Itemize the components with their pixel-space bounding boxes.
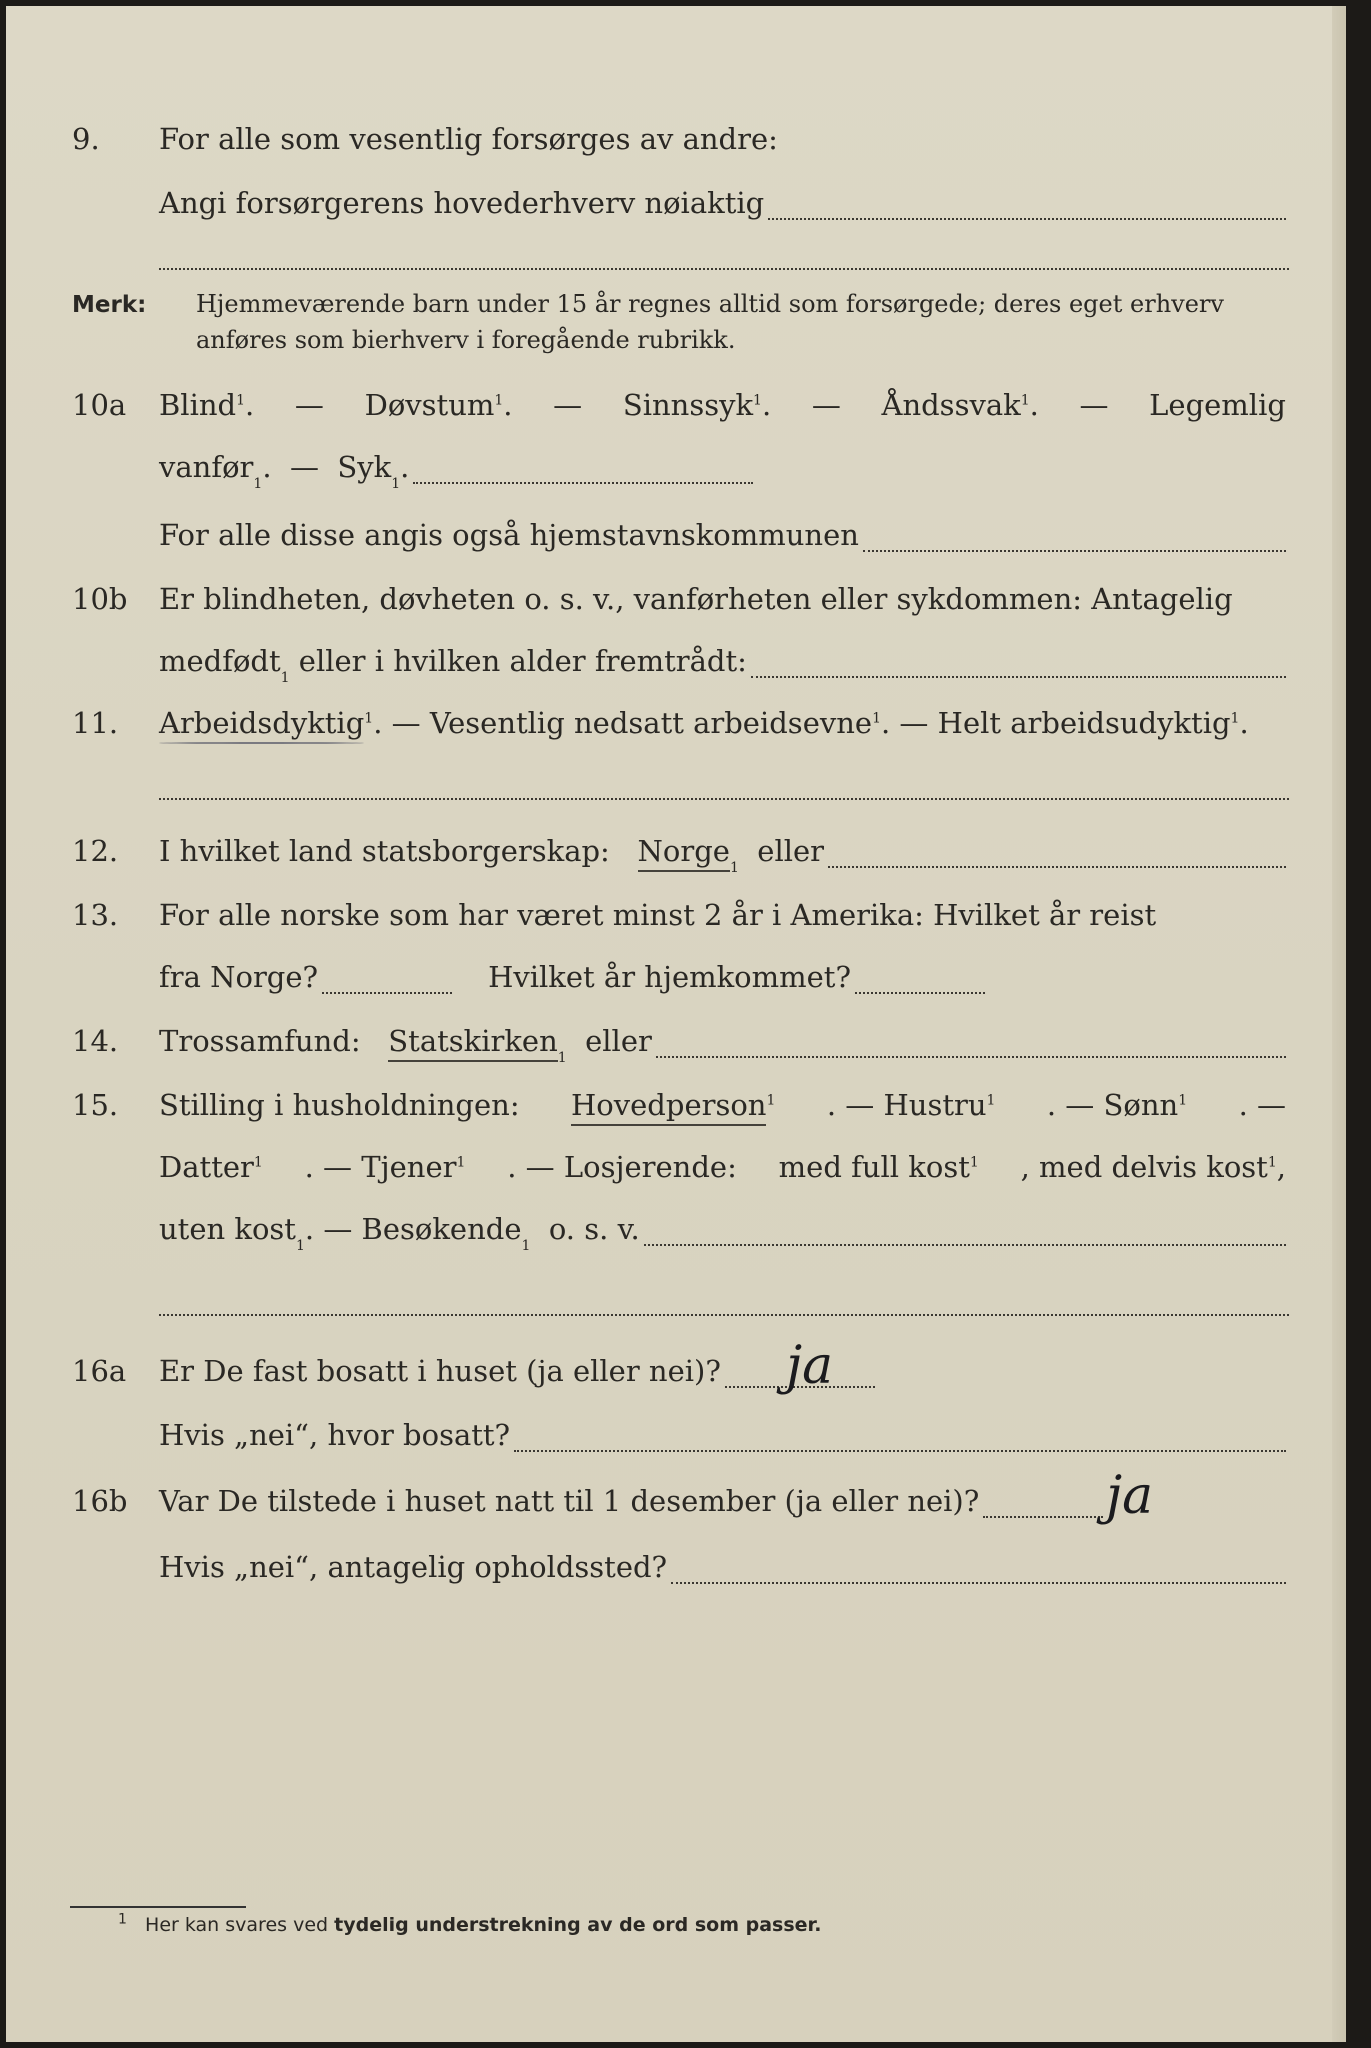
q10a-syk[interactable]: Syk <box>337 450 392 484</box>
q13-text: For alle norske som har været minst 2 år i Amerika: Hvilket år reist <box>159 898 1157 932</box>
q13-number: 13. <box>72 898 119 932</box>
q16a-line1 <box>6 1344 1346 1392</box>
q15-sonn[interactable]: . — Sønn <box>1046 1088 1179 1122</box>
q11-nedsatt[interactable]: . — Vesentlig nedsatt arbeidsevne <box>373 706 873 740</box>
q15-full-kost[interactable]: med full kost <box>778 1150 970 1184</box>
q16b-opholdssted-field[interactable] <box>671 1581 1286 1584</box>
q14-statskirken-underlined[interactable]: Statskirken <box>388 1024 558 1058</box>
q15-delvis-kost[interactable]: , med delvis kost <box>1020 1150 1268 1184</box>
q14-line: 14. Trossamfund: Statskirken 1 eller <box>6 1014 1346 1062</box>
q10b-medfodt[interactable]: medfødt <box>159 644 281 678</box>
q12-eller: eller <box>757 834 825 868</box>
q12-text: I hvilket land statsborgerskap: <box>159 834 610 868</box>
q10a-dovstum[interactable]: Døvstum <box>364 388 495 422</box>
q10b-text: Er blindheten, døvheten o. s. v., vanførheten eller sykdommen: Antagelig <box>159 582 1233 616</box>
q9-number: 9. <box>72 122 100 156</box>
q15-other-field[interactable] <box>644 1243 1286 1246</box>
q16b-handwritten-answer: ja <box>1106 1466 1154 1526</box>
footnote <box>118 1911 822 1936</box>
q15-line2: Datter$^1$ . — Tjener$^1$ . — Losjerende: med full kost$^1$ , med delvis kost$^1$, <box>159 1150 1286 1184</box>
q16a-text: Er De fast bosatt i huset (ja eller nei)? <box>159 1354 721 1388</box>
merk-line1: Hjemmeværende barn under 15 år regnes alltid som forsørgede; deres eget erhverv <box>196 290 1224 318</box>
q13-line2 <box>6 950 1346 998</box>
q10b-age-field[interactable] <box>751 675 1286 678</box>
q16b-line2 <box>6 1540 1346 1588</box>
q9-line1 <box>6 112 1346 160</box>
q13-line1 <box>6 888 1346 936</box>
q10a-line3 <box>6 508 1346 556</box>
q9-extra-line[interactable] <box>159 268 1289 270</box>
q13-reist-field[interactable] <box>322 991 452 994</box>
q10a-hometown-label: For alle disse angis også hjemstavnskommunen <box>159 518 859 552</box>
q10a-sinnssyk[interactable]: Sinnssyk <box>622 388 754 422</box>
q16a-hvor-label: Hvis „nei“, hvor bosatt? <box>159 1418 511 1452</box>
q12-number: 12. <box>72 834 119 868</box>
q12-other-field[interactable] <box>828 865 1286 868</box>
footnote-bold: tydelig understrekning av de ord som passer. <box>334 1914 822 1936</box>
q9-text: For alle som vesentlig forsørges av andre: <box>159 122 778 156</box>
q10a-number: 10a <box>72 388 127 422</box>
merk-line2: anføres som bierhverv i foregående rubrikk. <box>196 326 736 354</box>
q15-hustru[interactable]: . — Hustru <box>826 1088 987 1122</box>
q13-hjem-field[interactable] <box>855 991 985 994</box>
q10a-line2: vanfør 1 . — Syk 1 . <box>6 440 1346 488</box>
q11-udyktig[interactable]: . — Helt arbeidsudyktig <box>881 706 1231 740</box>
q12-line: 12. I hvilket land statsborgerskap: Norge 1 eller <box>6 824 1346 872</box>
q16a-line2 <box>6 1408 1346 1456</box>
q15-dash: . — <box>1238 1088 1286 1122</box>
q15-datter[interactable]: Datter <box>159 1150 254 1184</box>
footnote-rule <box>70 1906 246 1908</box>
q10b-line1 <box>6 572 1346 620</box>
q16b-text: Var De tilstede i huset natt til 1 desember (ja eller nei)? <box>159 1484 980 1518</box>
q13-hjem-label: Hvilket år hjemkommet? <box>488 960 852 994</box>
q10a-vanfor[interactable]: vanfør <box>159 450 254 484</box>
q9-main-occupation-label: Angi forsørgerens hovederhverv nøiaktig <box>159 186 765 220</box>
q14-eller: eller <box>585 1024 652 1058</box>
q9-line2 <box>6 176 1346 224</box>
q15-osv: o. s. v. <box>548 1212 640 1246</box>
q15-text: Stilling i husholdningen: <box>159 1088 520 1122</box>
q14-text: Trossamfund: <box>159 1024 361 1058</box>
q15-tjener[interactable]: . — Tjener <box>304 1150 457 1184</box>
census-form-page <box>6 6 1346 2042</box>
q10a-legemlig[interactable]: Legemlig <box>1149 388 1286 422</box>
q13-reist-label: fra Norge? <box>159 960 319 994</box>
q14-number: 14. <box>72 1024 119 1058</box>
q15-uten-kost[interactable]: uten kost <box>159 1212 296 1246</box>
q10a-line1: 10a Blind$^1$. — Døvstum$^1$. — Sinnssyk$^1$. — Åndssvak$^1$. — Legemlig <box>72 388 1286 422</box>
q11-number: 11. <box>72 706 119 740</box>
q15-line1: 15. Stilling i husholdningen: Hovedperson$^1$ . — Hustru$^1$ . — Sønn$^1$ . — <box>72 1088 1286 1122</box>
q10a-syk-field[interactable] <box>413 481 753 484</box>
q16a-number: 16a <box>72 1354 127 1388</box>
q11-extra-line[interactable] <box>159 798 1289 800</box>
q16b-answer-field[interactable] <box>983 1515 1103 1518</box>
q16a-hvor-field[interactable] <box>514 1449 1286 1452</box>
q15-line3: uten kost 1 . — Besøkende 1 o. s. v. <box>6 1202 1346 1250</box>
merk-note <box>72 286 1224 354</box>
q10b-age-label: eller i hvilken alder fremtrådt: <box>298 644 747 678</box>
q15-hovedperson-underlined[interactable]: Hovedperson <box>571 1088 767 1122</box>
q14-other-field[interactable] <box>656 1055 1286 1058</box>
q10a-andssvak[interactable]: Åndssvak <box>881 388 1021 422</box>
q12-norge-underlined[interactable]: Norge <box>637 834 730 868</box>
q16b-number: 16b <box>72 1484 128 1518</box>
q15-besokende[interactable]: . — Besøkende <box>304 1212 522 1246</box>
q10b-line2: medfødt 1 eller i hvilken alder fremtrådt: <box>6 634 1346 682</box>
q11-line: 11. Arbeidsdyktig$^1$. — Vesentlig nedsatt arbeidsevne$^1$. — Helt arbeidsudyktig$^1$. <box>72 706 1249 740</box>
q9-answer-field[interactable] <box>768 217 1286 220</box>
q10b-number: 10b <box>72 582 128 616</box>
footnote-prefix: Her kan svares ved <box>145 1914 329 1936</box>
q15-extra-line[interactable] <box>159 1314 1289 1316</box>
q10a-hometown-field[interactable] <box>863 549 1286 552</box>
q15-losjerende: . — Losjerende: <box>507 1150 737 1184</box>
q16b-opholdssted-label: Hvis „nei“, antagelig opholdssted? <box>159 1550 668 1584</box>
q16a-handwritten-answer: ja <box>786 1336 834 1396</box>
q11-arbeidsdyktig-underlined[interactable]: Arbeidsdyktig <box>159 706 365 740</box>
footnote-mark: 1 <box>118 1911 127 1928</box>
q10a-blind[interactable]: Blind <box>159 388 237 422</box>
merk-label: Merk: <box>72 292 147 318</box>
q15-number: 15. <box>72 1088 119 1122</box>
